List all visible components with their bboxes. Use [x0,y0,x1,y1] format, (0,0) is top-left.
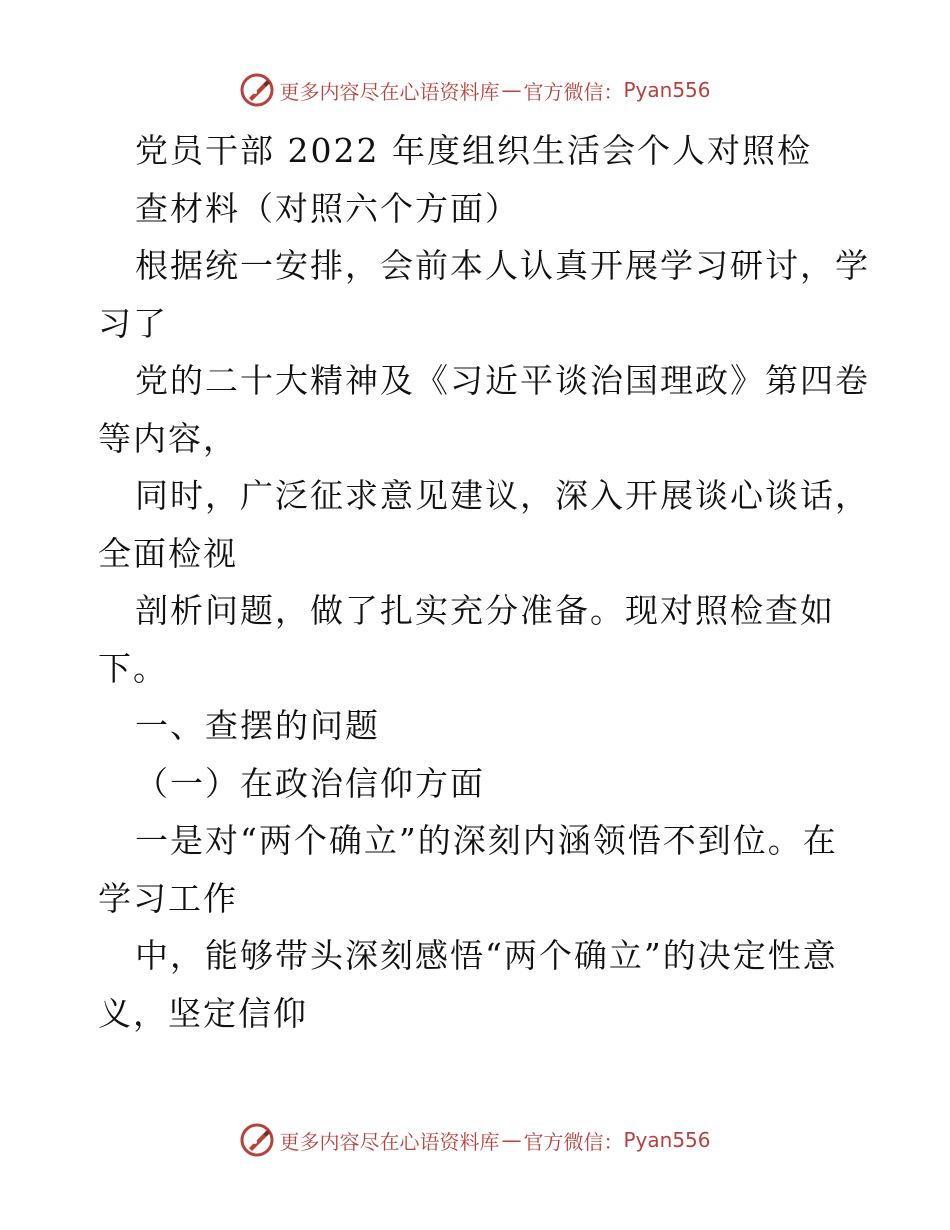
footer-watermark [0,1120,950,1160]
text-line: （一）在政治信仰方面 [135,763,485,803]
text-line: 全面检视 [98,533,238,573]
text-line: 等内容， [98,418,238,458]
pen-logo-icon [239,1122,275,1158]
watermark-separator: — [501,78,522,102]
text-line: 党员干部 2022 年度组织生活会个人对照检 [135,131,812,170]
text-line: 习了 [98,303,168,343]
text-line: 学习工作 [98,878,238,918]
text-line: 同时，广泛征求意见建议，深入开展谈心谈话， [135,476,870,515]
text-line: 下。 [98,648,168,688]
text-line: 剖析问题，做了扎实充分准备。现对照检查如 [135,591,835,630]
header-watermark [0,70,950,110]
text-line: 一是对“两个确立”的深刻内涵领悟不到位。在 [135,821,838,860]
text-line: 查材料（对照六个方面） [135,188,520,228]
watermark-main-text: 更多内容尽在心语资料库 [279,79,500,104]
text-line: 义，坚定信仰 [98,993,308,1033]
watermark-main-text: 更多内容尽在心语资料库 [279,1129,500,1154]
watermark-separator: — [501,1128,522,1152]
pen-logo-icon [239,72,275,108]
watermark-id-text: Pyan556 [623,1128,711,1152]
text-line: 根据统一安排，会前本人认真开展学习研讨，学 [135,246,870,285]
document-body [98,122,870,1042]
watermark-id-text: Pyan556 [623,78,711,102]
text-line: 党的二十大精神及《习近平谈治国理政》第四卷 [135,361,870,400]
text-line: 中，能够带头深刻感悟“两个确立”的决定性意 [135,936,838,975]
watermark-suffix-text: 官方微信： [523,79,624,104]
text-line: 一、查摆的问题 [135,706,380,745]
watermark-suffix-text: 官方微信： [523,1129,624,1154]
